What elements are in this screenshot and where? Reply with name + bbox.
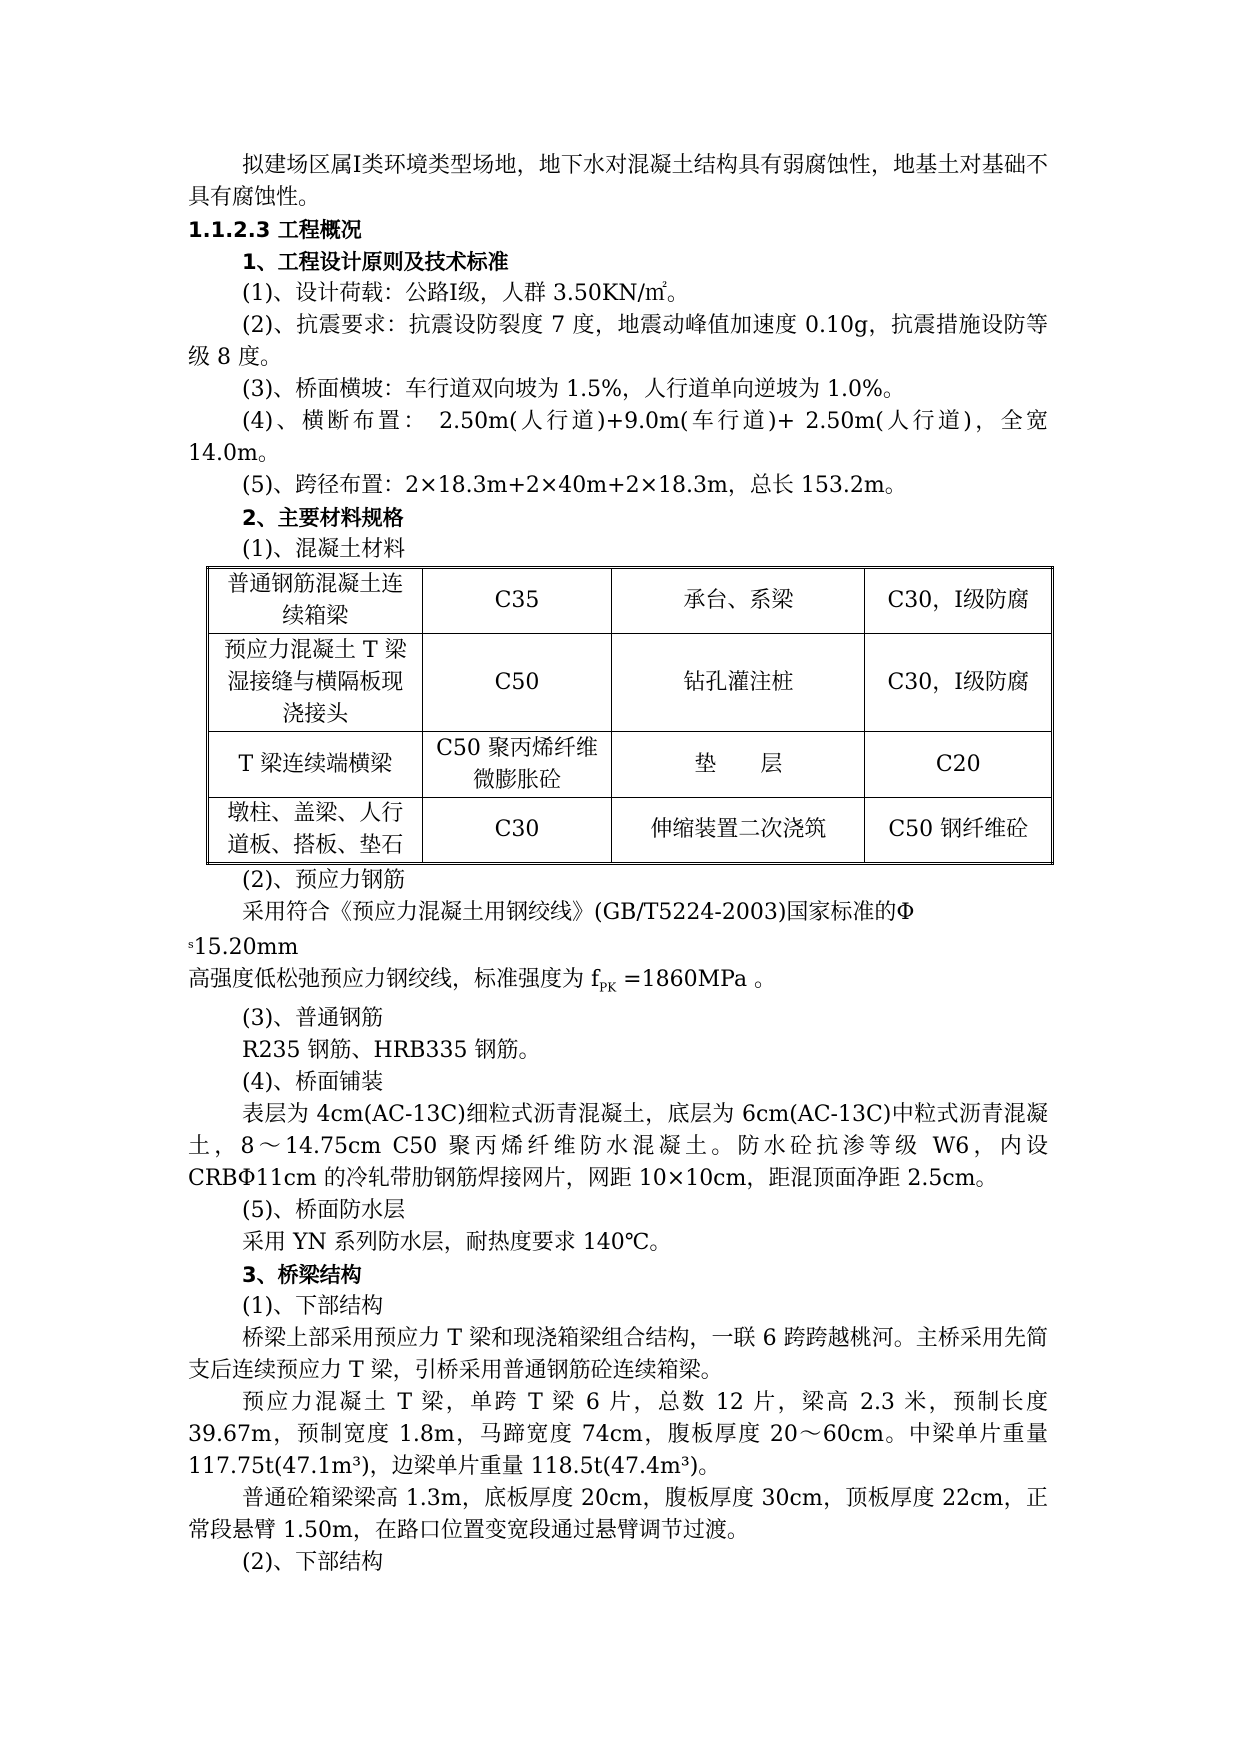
table-row [208, 634, 1053, 732]
table-row [208, 732, 1053, 798]
table-cell: 伸缩装置二次浇筑 [612, 798, 865, 864]
table-cell: C20 [865, 732, 1053, 798]
item-prestressed-steel: (2)、预应力钢筋 [242, 868, 406, 893]
table-cell: C30，Ⅰ级防腐 [865, 634, 1053, 732]
table-cell: 垫 层 [612, 732, 865, 798]
item-lower-structure: (1)、下部结构 [242, 1294, 384, 1320]
paragraph-superstructure: 桥梁上部采用预应力 T 梁和现浇箱梁组合结构，一联 6 跨跨越桃河。主桥采用先简支后连续预应力 T 梁，引桥采用普通钢筋砼连续箱梁。 [188, 1326, 1048, 1384]
table-cell: 墩柱、盖梁、人行道板、搭板、垫石 [208, 798, 423, 864]
strength-subscript: PK [599, 980, 617, 995]
strength-text-c: 高强度低松弛预应力钢绞线，标准强度为 f [188, 967, 600, 992]
table-cell: 钻孔灌注桩 [612, 634, 865, 732]
paragraph-box-girder: 普通砼箱梁梁高 1.3m，底板厚度 20cm，腹板厚度 30cm，顶板厚度 22cm，正常段悬臂 1.50m，在路口位置变宽段通过悬臂调节过渡。 [188, 1486, 1048, 1544]
table-cell: T 梁连续端横梁 [208, 732, 423, 798]
strand-text-a: 采用符合《预应力混凝土用钢绞线》(GB/T5224-2003)国家标准的Φ [242, 900, 915, 925]
item-concrete-materials: (1)、混凝土材料 [242, 537, 406, 562]
table-cell: C50 聚丙烯纤维微膨胀砼 [422, 732, 612, 798]
table-cell: 承台、系梁 [612, 568, 865, 634]
table-cell: C30 [422, 798, 612, 864]
paragraph-t-beam: 预应力混凝土 T 梁，单跨 T 梁 6 片，总数 12 片，梁高 2.3 米，预制长度 39.67m，预制宽度 1.8m，马蹄宽度 74cm，腹板厚度 20～60cm。中梁单片重量 117.75t(47.1m³)，边梁单片重量 118.5t(47.4m³)。 [188, 1390, 1048, 1480]
strength-text-d: =1860MPa 。 [616, 967, 777, 992]
paragraph-deck-paving: 表层为 4cm(AC-13C)细粒式沥青混凝土，底层为 6cm(AC-13C)中粒式沥青混凝土，8～14.75cm C50 聚丙烯纤维防水混凝土。防水砼抗渗等级 W6，内设 CRBΦ11cm 的冷轧带肋钢筋焊接网片，网距 10×10cm，距混顶面净距 2.5cm。 [188, 1102, 1048, 1192]
table-cell: C35 [422, 568, 612, 634]
item-waterproof-layer: (5)、桥面防水层 [242, 1198, 406, 1224]
paragraph-waterproof: 采用 YN 系列防水层，耐热度要求 140℃。 [242, 1230, 672, 1256]
item-lower-structure-2: (2)、下部结构 [242, 1550, 384, 1576]
table-cell: C50 钢纤维砼 [865, 798, 1053, 864]
table-row [208, 798, 1053, 864]
heading-project-overview: 1.1.2.3 工程概况 [188, 218, 362, 242]
concrete-materials-table [206, 566, 1054, 865]
paragraph-site-environment: 拟建场区属Ⅰ类环境类型场地，地下水对混凝土结构具有弱腐蚀性，地基土对基础不具有腐蚀性。 [188, 153, 1048, 210]
item-span-layout: (5)、跨径布置：2×18.3m+2×40m+2×18.3m，总长 153.2m。 [242, 473, 907, 498]
table-cell: 预应力混凝土 T 梁湿接缝与横隔板现浇接头 [208, 634, 423, 732]
table-cell: C30，Ⅰ级防腐 [865, 568, 1053, 634]
paragraph-strand-standard [188, 897, 1048, 929]
item-cross-section: (4)、横断布置： 2.50m(人行道)+9.0m(车行道)+ 2.50m(人行道)，全宽 14.0m。 [188, 409, 1048, 466]
table-row [208, 568, 1053, 634]
item-seismic: (2)、抗震要求：抗震设防裂度 7 度，地震动峰值加速度 0.10g，抗震措施设防等级 8 度。 [188, 313, 1048, 370]
document-body [188, 150, 1048, 1579]
item-deck-paving: (4)、桥面铺装 [242, 1070, 384, 1096]
heading-materials: 2、主要材料规格 [242, 506, 404, 530]
heading-bridge-structure: 3、桥梁结构 [242, 1263, 362, 1288]
paragraph-steel-grades: R235 钢筋、HRB335 钢筋。 [242, 1038, 541, 1064]
heading-design-principles: 1、工程设计原则及技术标准 [242, 250, 509, 274]
table-cell: C50 [422, 634, 612, 732]
paragraph-strand-size [188, 929, 1048, 964]
strand-size-text: 15.20mm [193, 935, 299, 960]
item-cross-slope: (3)、桥面横坡：车行道双向坡为 1.5%，人行道单向逆坡为 1.0%。 [242, 377, 905, 402]
table-cell: 普通钢筋混凝土连续箱梁 [208, 568, 423, 634]
strand-subscript: s [188, 938, 194, 951]
paragraph-strand-strength [188, 964, 1048, 1003]
item-ordinary-steel: (3)、普通钢筋 [242, 1006, 384, 1032]
item-design-load: (1)、设计荷载：公路Ⅰ级，人群 3.50KN/㎡。 [242, 281, 689, 306]
